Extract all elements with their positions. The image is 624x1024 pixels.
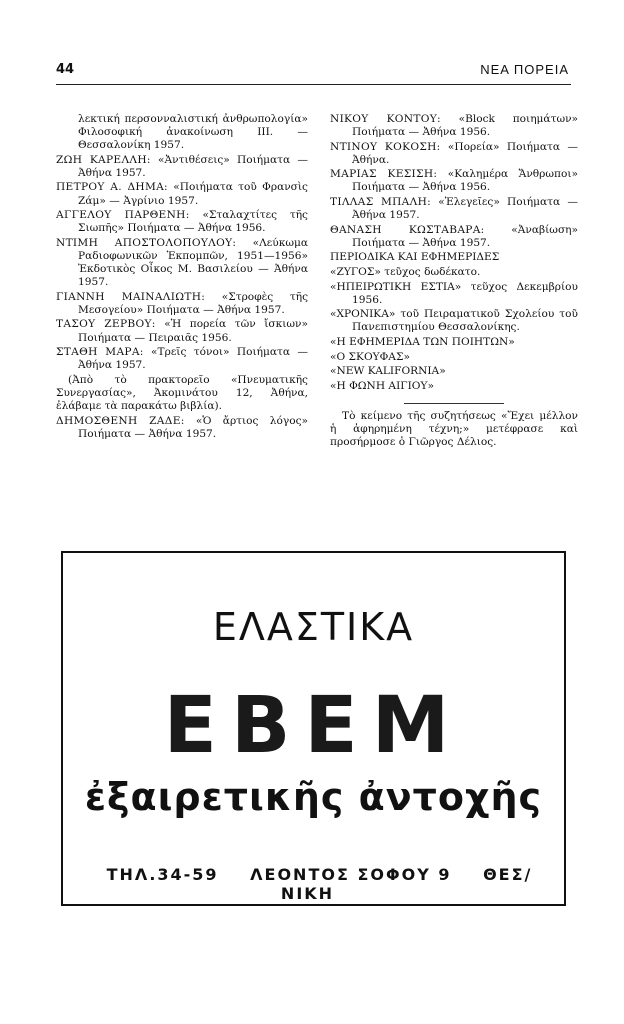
ad-headline: ΕΛΑΣΤΙΚΑ [212,605,415,649]
running-title: ΝΕΑ ΠΟΡΕΙΑ [480,62,569,77]
book-entry: ΝΤΙΜΗ ΑΠΟΣΤΟΛΟΠΟΥΛΟΥ: «Λεύκωμα Ραδιοφωνικῶν Ἐκπομπῶν, 1951—1956» Ἐκδοτικὸς Οἶκος Μ. Βασιλείου — Ἀθήνα 1957. [56,236,308,289]
book-entry: ΔΗΜΟΣΘΕΝΗ ΖΑΔΕ: «Ὁ ἄρτιος λόγος» Ποιήματα — Ἀθήνα 1957. [56,414,309,440]
ad-brand: ΕΒΕΜ [163,681,464,771]
periodical-entry: «NEW KALIFORNIA» [330,365,446,378]
periodical-entry: «Ο ΣΚΟΥΦΑΣ» [330,350,410,363]
section-heading: ΠΕΡΙΟΔΙΚΑ ΚΑΙ ΕΦΗΜΕΡΙΔΕΣ [330,251,500,264]
divider [404,403,504,404]
periodical-entry: «Η ΕΦΗΜΕΡΙΔΑ ΤΩΝ ΠΟΙΗΤΩΝ» [330,336,515,348]
book-entry: ΓΙΑΝΝΗ ΜΑΙΝΑΛΙΩΤΗ: «Στροφὲς τῆς Μεσογείου» Ποιήματα — Ἀθήνα 1957. [56,290,309,316]
ad-phone: ΤΗΛ.34-59 [106,865,219,884]
page-number: 44 [56,62,75,77]
book-entry: ΝΤΙΝΟΥ ΚΟΚΟΣΗ: «Πορεία» Ποιήματα — Ἀθήνα. [330,140,578,166]
ad-city: ΘΕΣ/ΝΙΚΗ [280,865,533,903]
book-entry: ΘΑΝΑΣΗ ΚΩΣΤΑΒΑΡΑ: «Ἀναβίωση» Ποιήματα — Ἀθήνα 1957. [330,223,578,249]
ad-footer [63,865,564,903]
translation-note: Τὸ κείμενο τῆς συζητήσεως «Ἔχει μέλλον ἡ ἀφηρημένη τέχνη;» μετέφρασε καὶ προσήρμοσε ὁ Γιῶργος Δέλιος. [330,409,578,449]
advertisement [61,551,566,906]
book-entry: ΜΑΡΙΑΣ ΚΕΣΙΣΗ: «Καλημέρα Ἄνθρωποι» Ποιήματα — Ἀθήνα 1956. [330,168,579,194]
book-entry: ΤΑΣΟΥ ΖΕΡΒΟΥ: «Ἡ πορεία τῶν ἴσκιων» Ποιήματα — Πειραιᾶς 1956. [56,318,308,344]
ad-address: ΛΕΟΝΤΟΣ ΣΟΦΟΥ 9 [250,865,452,884]
agency-note: (Ἀπὸ τὸ πρακτορεῖο «Πνευματικῆς Συνεργασίας», Ἀκομινάτου 12, Ἀθήνα, ἐλάβαμε τὰ παρακάτω βιβλία). [56,373,308,412]
book-entry: ΠΕΤΡΟΥ Α. ΔΗΜΑ: «Ποιήματα τοῦ Φρανσὶς Ζάμ» — Ἀγρίνιο 1957. [56,181,308,207]
periodical-entry: «ΧΡΟΝΙΚΑ» τοῦ Πειραματικοῦ Σχολείου τοῦ Πανεπιστημίου Θεσσαλονίκης. [330,308,578,334]
left-column [56,113,308,442]
book-entry: ΣΤΑΘΗ ΜΑΡΑ: «Τρεῖς τόνοι» Ποιήματα — Ἀθήνα 1957. [56,346,308,372]
book-entry: ΝΙΚΟΥ ΚΟΝΤΟΥ: «Block ποιημάτων» Ποιήματα — Ἀθήνα 1956. [330,113,579,139]
periodical-entry: «ΖΥΓΟΣ» τεῦχος δωδέκατο. [330,266,481,279]
book-entry: ΑΓΓΕΛΟΥ ΠΑΡΘΕΝΗ: «Σταλαχτίτες τῆς Σιωπῆς» Ποιήματα — Ἀθήνα 1956. [56,209,308,235]
right-column [330,113,578,451]
periodical-entry: «ΗΠΕΙΡΩΤΙΚΗ ΕΣΤΙΑ» τεῦχος Δεκεμβρίου 1956. [330,280,578,306]
book-entry: λεκτική περσονναλιστική ἀνθρωπολογία» Φιλοσοφική ἀνακοίνωση ΙΙΙ. — Θεσσαλονίκη 1957. [78,113,308,152]
page-header [56,60,571,85]
book-entry: ΤΙΛΛΑΣ ΜΠΑΛΗ: «Ἐλεγεῖες» Ποιήματα — Ἀθήνα 1957. [330,196,578,222]
book-entry: ΖΩΗ ΚΑΡΕΛΛΗ: «Ἀντιθέσεις» Ποιήματα — Ἀθήνα 1957. [56,153,308,179]
ad-slogan: ἐξαιρετικῆς ἀντοχῆς [84,775,543,819]
periodical-entry: «Η ΦΩΝΗ ΑΙΓΙΟΥ» [330,379,434,392]
